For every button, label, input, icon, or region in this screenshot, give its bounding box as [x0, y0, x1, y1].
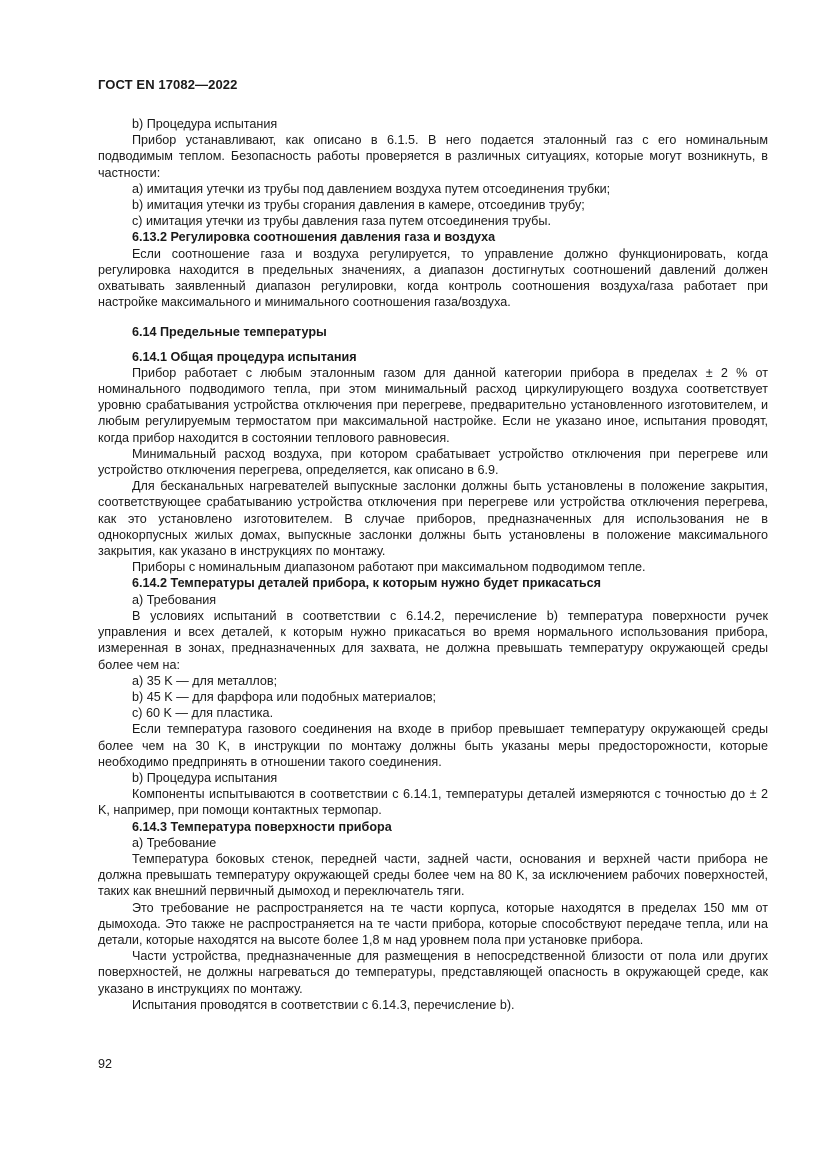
document-id: ГОСТ EN 17082—2022 [98, 77, 238, 92]
subsection-heading: 6.14.2 Температуры деталей прибора, к которым нужно будет прикасаться [132, 576, 601, 591]
paragraph: Для бесканальных нагревателей выпускные заслонки должны быть установлены в положение закрытия, соответствующее срабатыванию устройства отключения при перегреве или устройства отключения перегрева, как это установлено изготовителем. В случае приборов, предназначенных для использования не в однокорпусных жилых домах, выпускные заслонки должны быть установлены в положение максимального закрытия, как указано в инструкциях по монтажу. [98, 479, 768, 559]
subsection-heading: 6.14.1 Общая процедура испытания [132, 349, 357, 364]
paragraph: Компоненты испытываются в соответствии с 6.14.1, температуры деталей измеряются с точностью до ± 2 K, например, при помощи контактных термопар. [98, 787, 768, 818]
paragraph: Если температура газового соединения на входе в прибор превышает температуру окружающей среды более чем на 30 K, в инструкции по монтажу должны быть указаны меры предосторожности, которые необходимо предпринять в отношении такого соединения. [98, 722, 768, 769]
section-heading: 6.14 Предельные температуры [132, 325, 327, 340]
paragraph: Прибор работает с любым эталонным газом для данной категории прибора в пределах ± 2 % от номинального подводимого тепла, при этом минимальный расход циркулирующего воздуха соответствует уровню срабатывания устройства отключения при перегреве, предварительно установленного изготовителем, и любым регулируемым термостатом при максимальной настройке. Если не указано иное, испытания проводят, когда прибор находится в состоянии теплового равновесия. [98, 365, 768, 445]
document-body [98, 116, 768, 1013]
list-item: b) 45 K — для фарфора или подобных материалов; [132, 689, 437, 704]
list-item: b) имитация утечки из трубы сгорания давления в камере, отсоединив трубу; [132, 198, 585, 213]
paragraph: В условиях испытаний в соответствии с 6.14.2, перечисление b) температура поверхности ручек управления и всех деталей, к которым нужно прикасаться во время нормального использования прибора, измеренная в зонах, предназначенных для захвата, не должна превышать температуру окружающей среды более чем на: [98, 608, 768, 672]
page-number: 92 [98, 1057, 113, 1071]
list-item: a) 35 K — для металлов; [132, 673, 278, 688]
paragraph: Прибор устанавливают, как описано в 6.1.5. В него подается эталонный газ с его номинальным подводимым теплом. Безопасность работы проверяется в различных ситуациях, которые могут возникнуть, в частности: [98, 133, 768, 180]
paragraph: b) Процедура испытания [132, 770, 278, 785]
paragraph: a) Требование [132, 835, 217, 850]
paragraph: b) Процедура испытания [132, 117, 278, 131]
paragraph: Испытания проводятся в соответствии с 6.14.3, перечисление b). [132, 997, 515, 1012]
list-item: c) 60 K — для пластика. [132, 706, 274, 721]
paragraph: Части устройства, предназначенные для размещения в непосредственной близости от пола или других поверхностей, не должны нагреваться до температуры, представляющей опасность в окружающей среде, как указано в инструкциях по монтажу. [98, 949, 768, 996]
list-item: a) имитация утечки из трубы под давлением воздуха путем отсоединения трубки; [132, 181, 611, 196]
paragraph: Приборы с номинальным диапазоном работают при максимальном подводимом тепле. [132, 560, 646, 575]
subsection-heading: 6.14.3 Температура поверхности прибора [132, 819, 392, 834]
paragraph: a) Требования [132, 592, 217, 607]
paragraph: Температура боковых стенок, передней части, задней части, основания и верхней части прибора не должна превышать температуру окружающей среды более чем на 80 K, за исключением рабочих поверхностей, таких как внешний первичный дымоход и переключатель тяги. [98, 851, 768, 899]
subsection-heading: 6.13.2 Регулировка соотношения давления газа и воздуха [132, 230, 496, 245]
paragraph: Это требование не распространяется на те части корпуса, которые находятся в пределах 150 мм от дымохода. Это также не распространяется на те части прибора, которые способствуют передаче тепла, или на детали, которые находятся на высоте более 1,8 м над уровнем пола при установке прибора. [98, 900, 768, 947]
paragraph: Если соотношение газа и воздуха регулируется, то управление должно функционировать, когда регулировка находится в предельных значениях, а диапазон достигнутых соотношений давлений должен охватывать заявленный диапазон регулировки, когда контроль соотношения воздуха/газа работает при настройке максимального и минимального соотношения газа/воздуха. [98, 246, 768, 310]
paragraph: Минимальный расход воздуха, при котором срабатывает устройство отключения при перегреве или устройство отключения перегрева, определяется, как описано в 6.9. [98, 446, 768, 478]
list-item: c) имитация утечки из трубы давления газа путем отсоединения трубы. [132, 214, 551, 229]
